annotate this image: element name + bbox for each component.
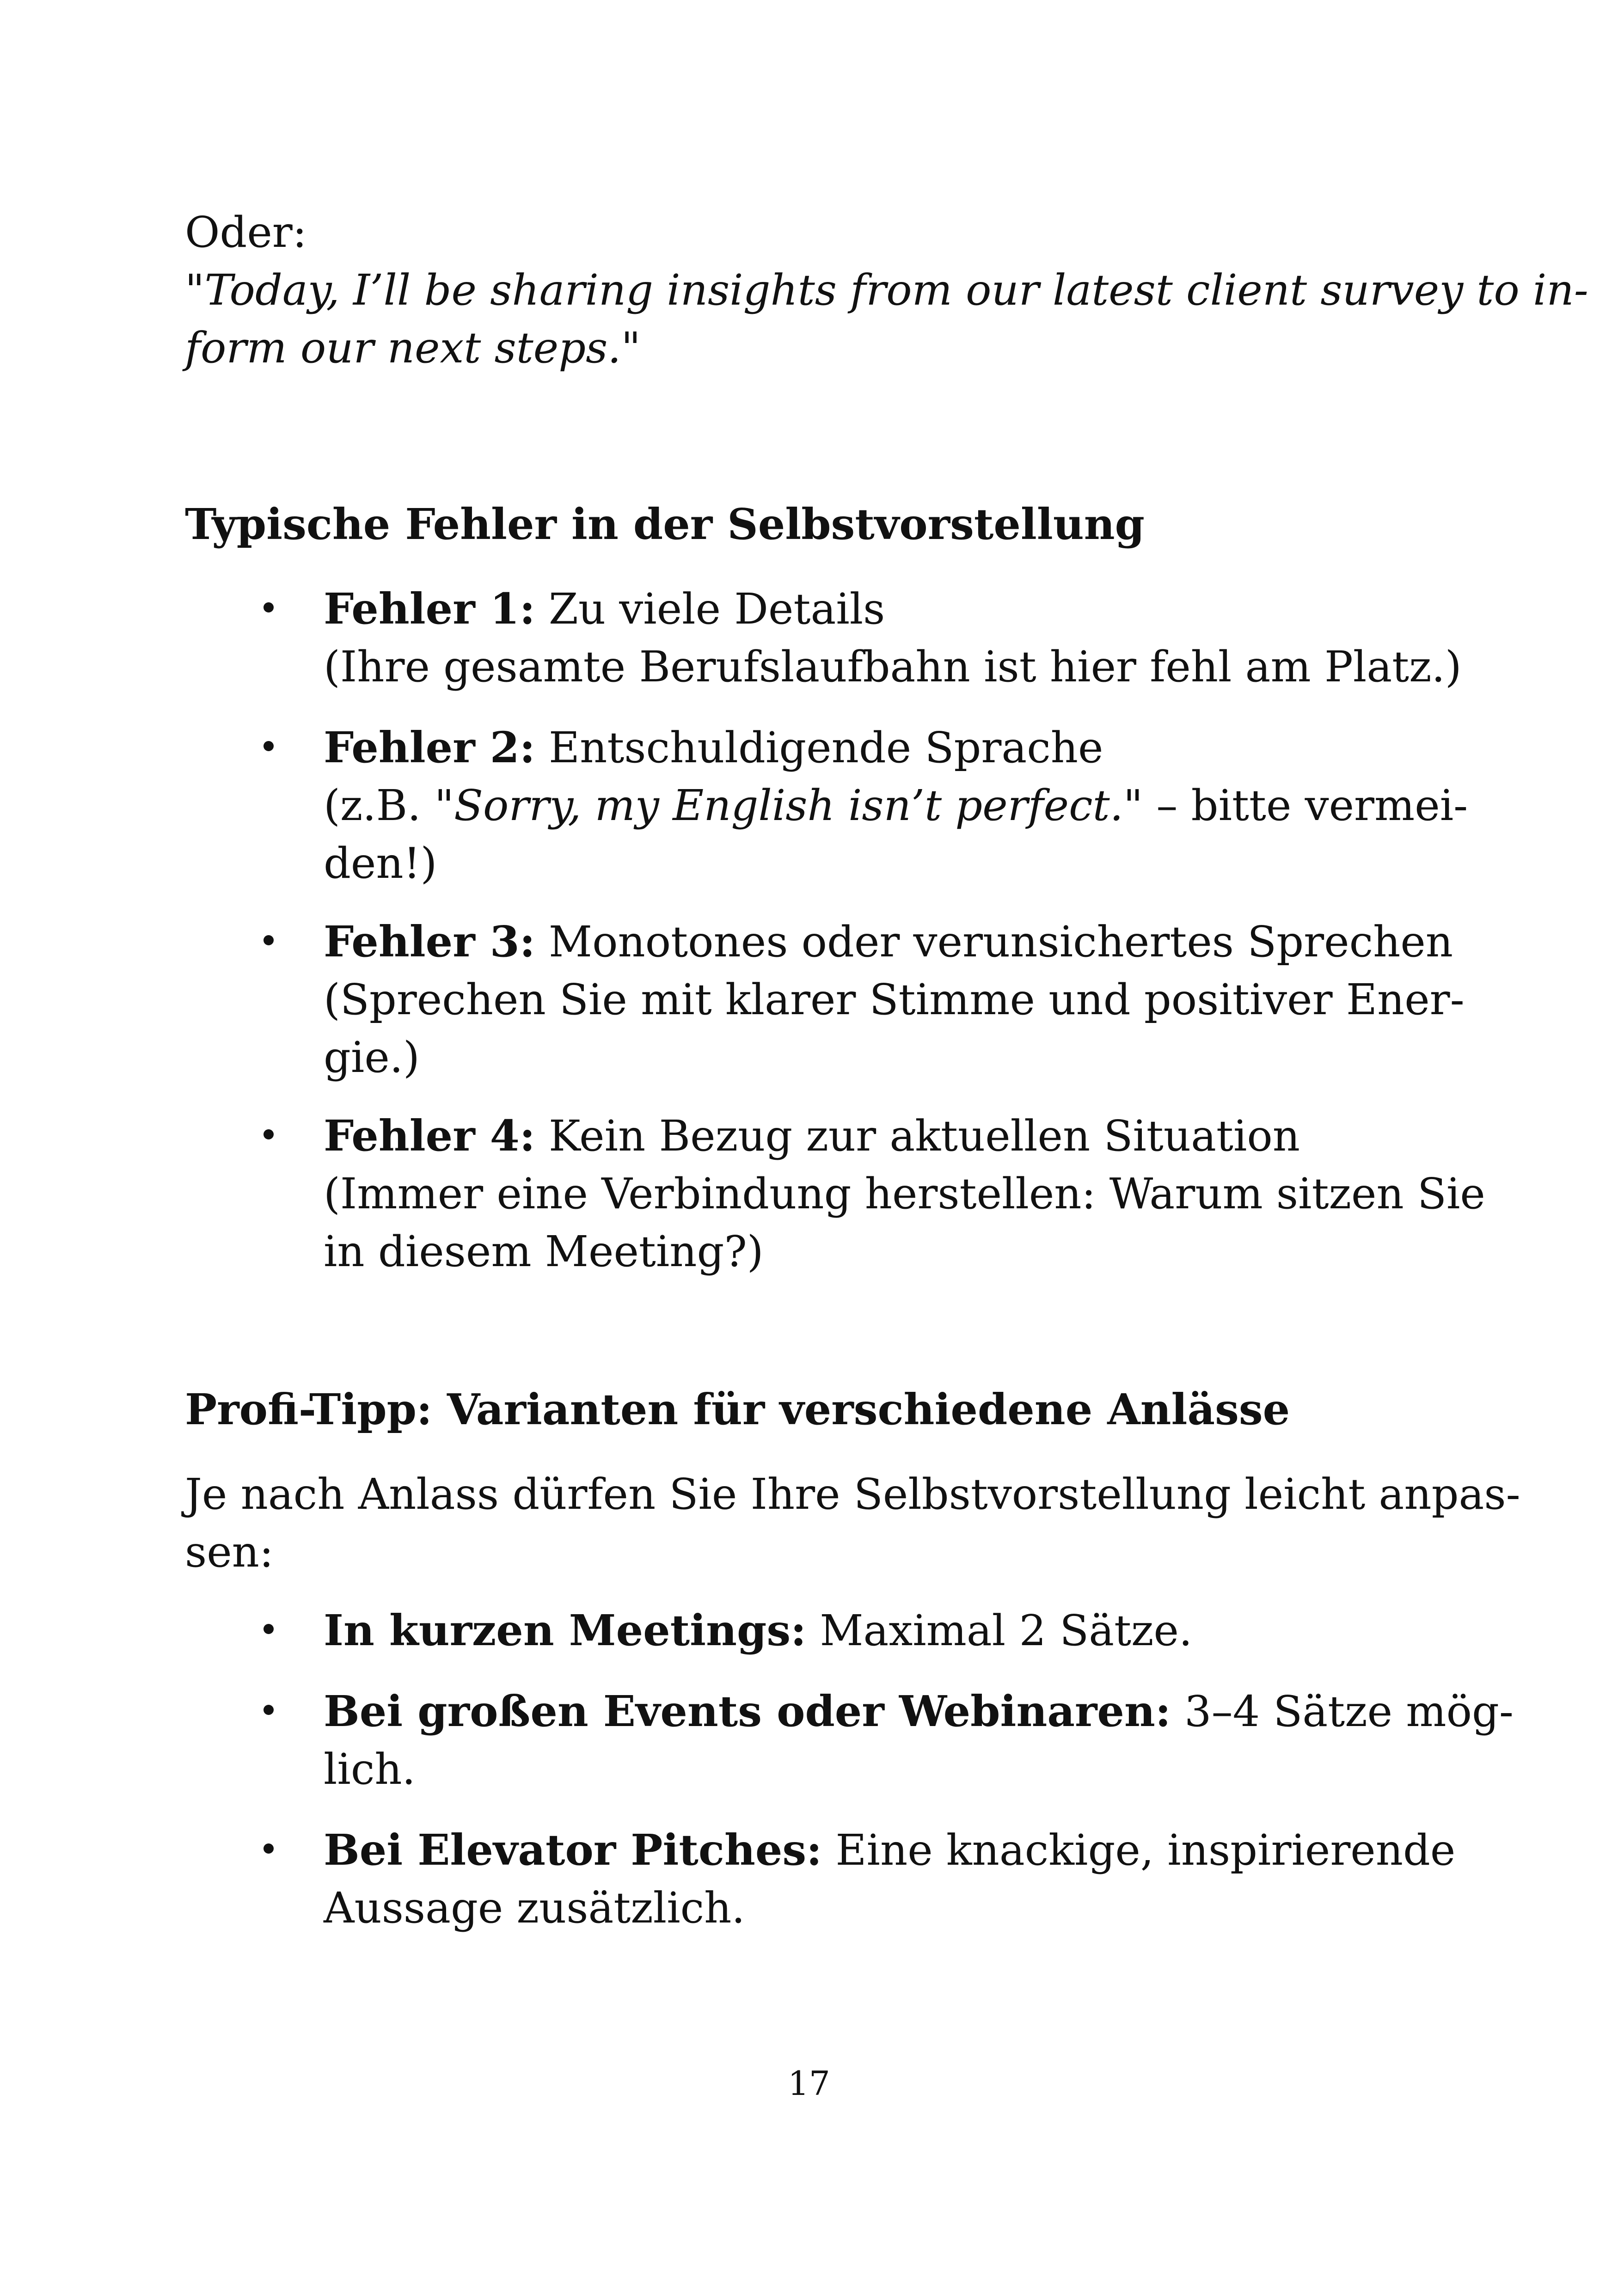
item-detail-line: (Immer eine Verbindung herstellen: Warum sitzen Sie — [324, 1169, 1485, 1219]
quote-text-1: Today, I’ll be sharing insights from our latest client survey to in- — [204, 265, 1588, 315]
item-label: Bei großen Events oder Webinaren: — [324, 1686, 1171, 1736]
item-detail-line: in diesem Meeting?) — [324, 1227, 764, 1277]
quote-text-2: form our next steps. — [185, 323, 621, 373]
item-text: Eine knackige, inspirierende — [822, 1825, 1456, 1875]
item-detail-pre: (z.B. " — [324, 781, 454, 831]
item-detail-line: (Sprechen Sie mit klarer Stimme und positiver Ener- — [324, 975, 1465, 1025]
item-text: Monotones oder verunsichertes Sprechen — [535, 917, 1453, 967]
bullet-icon — [264, 1624, 274, 1634]
item-label: Bei Elevator Pitches: — [324, 1825, 822, 1875]
quote-open-mark: " — [185, 265, 205, 315]
item-text: Kein Bezug zur aktuellen Situation — [535, 1111, 1300, 1161]
example-quote — [185, 261, 1588, 377]
bullet-icon — [264, 1705, 274, 1715]
item-label: Fehler 1: — [324, 584, 535, 634]
bullet-icon — [264, 602, 274, 612]
item-detail-line: lich. — [324, 1745, 416, 1794]
quote-close-mark: " — [621, 323, 641, 373]
oder-label: Oder: — [185, 208, 307, 257]
item-label: Fehler 2: — [324, 722, 535, 772]
item-text: Entschuldigende Sprache — [535, 723, 1103, 772]
item-text: Zu viele Details — [535, 584, 885, 634]
profi-tipp-heading: Profi-Tipp: Varianten für verschiedene Anlässe — [185, 1384, 1290, 1434]
item-label: Fehler 3: — [324, 917, 535, 967]
fehler-heading: Typische Fehler in der Selbstvorstellung — [185, 499, 1145, 549]
item-detail-line: (Ihre gesamte Berufslaufbahn ist hier fehl am Platz.) — [324, 642, 1462, 692]
item-detail-line: Aussage zusätzlich. — [324, 1883, 745, 1933]
item-detail-line: den!) — [324, 839, 437, 888]
item-detail-line: gie.) — [324, 1033, 420, 1083]
quote-line-1 — [185, 261, 1588, 319]
bullet-icon — [264, 1129, 274, 1139]
item-label: Fehler 4: — [324, 1111, 535, 1161]
page-number: 17 — [788, 2064, 830, 2103]
bullet-icon — [264, 1843, 274, 1854]
tipp-intro-paragraph — [185, 1465, 1520, 1581]
item-detail-italic: Sorry, my English isn’t perfect. — [454, 781, 1123, 831]
paragraph-line: sen: — [185, 1527, 274, 1577]
bullet-icon — [264, 741, 274, 751]
quote-line-2 — [185, 319, 1588, 377]
item-text: Maximal 2 Sätze. — [806, 1606, 1193, 1655]
paragraph-line: Je nach Anlass dürfen Sie Ihre Selbstvorstellung leicht anpas- — [185, 1469, 1520, 1519]
item-label: In kurzen Meetings: — [324, 1605, 807, 1655]
item-text: 3–4 Sätze mög- — [1171, 1687, 1514, 1736]
bullet-icon — [264, 935, 274, 945]
item-detail-post: " – bitte vermei- — [1123, 781, 1468, 831]
